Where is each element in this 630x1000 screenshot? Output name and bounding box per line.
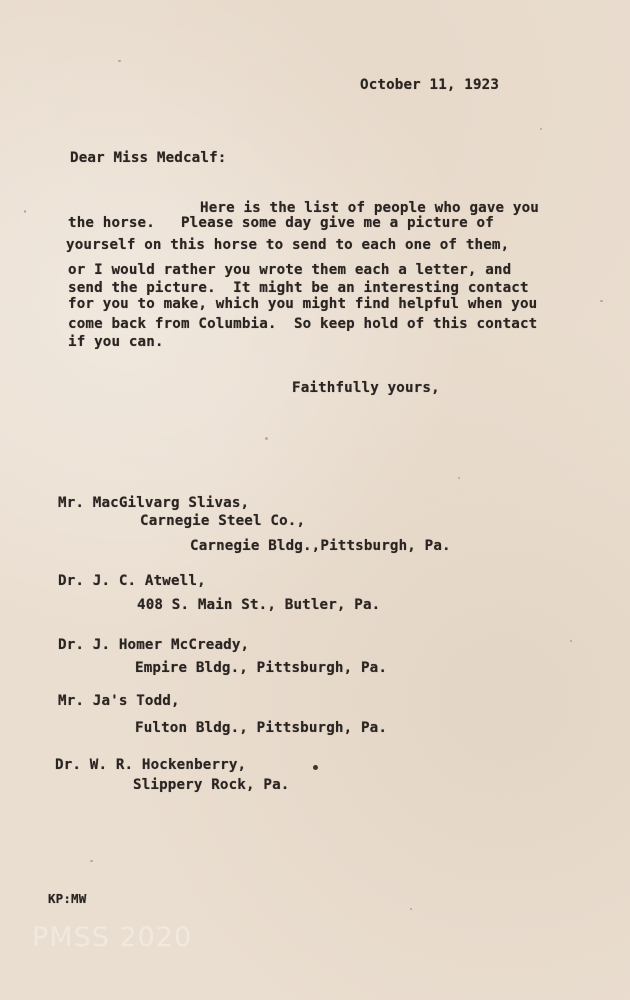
recipient-address-line: 408 S. Main St., Butler, Pa.	[137, 597, 381, 613]
recipient-name: Dr. J. C. Atwell,	[58, 573, 206, 589]
paper-speck	[410, 908, 412, 910]
paper-speck	[600, 300, 603, 302]
recipient-name: Dr. W. R. Hockenberry,	[55, 757, 247, 773]
paper-speck	[24, 210, 26, 213]
paper-speck	[570, 640, 572, 642]
body-line: for you to make, which you might find helpful when you	[68, 296, 538, 312]
closing: Faithfully yours,	[292, 380, 440, 396]
paper-speck	[540, 128, 542, 130]
salutation: Dear Miss Medcalf:	[70, 150, 227, 166]
body-line: send the picture. It might be an interesting contact	[68, 280, 529, 296]
recipient-name: Mr. MacGilvarg Slivas,	[58, 495, 250, 511]
body-line: or I would rather you wrote them each a letter, and	[68, 262, 512, 278]
letter-date: October 11, 1923	[360, 77, 500, 93]
recipient-name: Mr. Ja's Todd,	[58, 693, 180, 709]
recipient-address-line: Carnegie Steel Co.,	[140, 513, 306, 529]
paper-speck	[458, 477, 460, 479]
body-line: come back from Columbia. So keep hold of this contact	[68, 316, 538, 332]
typist-initials: KP:MW	[48, 891, 87, 906]
paper-speck	[118, 60, 121, 62]
body-line: if you can.	[68, 334, 164, 350]
paper-speck	[265, 437, 268, 440]
recipient-address-line: Slippery Rock, Pa.	[133, 777, 290, 793]
paper-speck	[90, 860, 93, 862]
body-line: Here is the list of people who gave you	[200, 200, 539, 216]
body-line: the horse. Please some day give me a picture of	[68, 215, 494, 231]
recipient-address-line: Carnegie Bldg.,Pittsburgh, Pa.	[190, 538, 451, 554]
body-line: yourself on this horse to send to each one of them,	[66, 237, 510, 253]
watermark: PMSS 2020	[32, 922, 193, 953]
recipient-address-line: Empire Bldg., Pittsburgh, Pa.	[135, 660, 388, 676]
recipient-address-line: Fulton Bldg., Pittsburgh, Pa.	[135, 720, 388, 736]
paper-speck	[313, 765, 318, 770]
recipient-name: Dr. J. Homer McCready,	[58, 637, 250, 653]
